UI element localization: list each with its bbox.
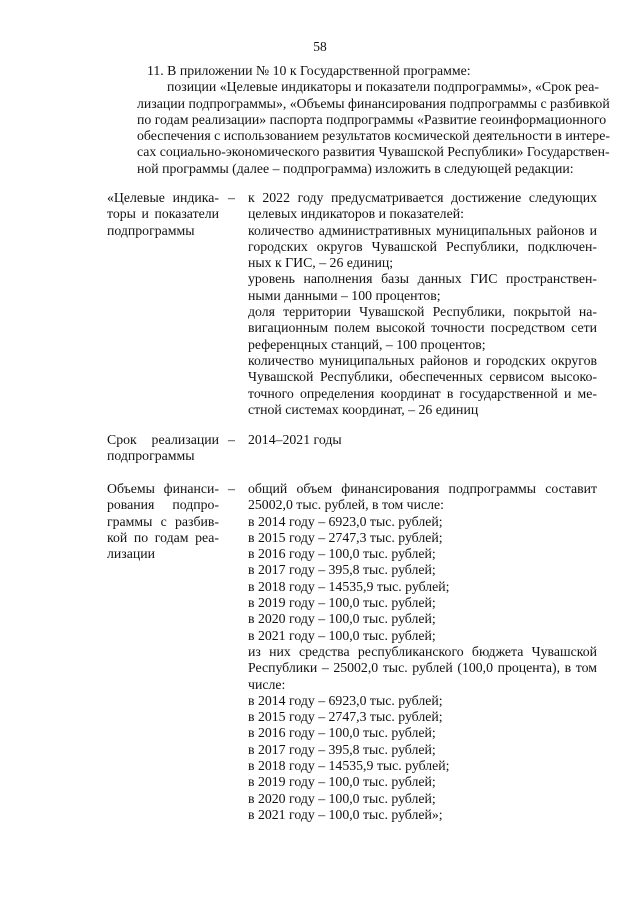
- label-line: Срок реализации: [107, 432, 219, 447]
- content-line: уровень наполнения базы данных ГИС пространствен-: [248, 271, 597, 287]
- content-line: вигационным полем высокой точности посредством сети: [248, 320, 597, 336]
- amendment-line: обеспечения с использованием результатов космической деятельности в интере-: [137, 128, 610, 144]
- amendment-line: лизации подпрограммы», «Объемы финансирования подпрограммы с разбивкой: [137, 95, 610, 111]
- row-label-indicators: [107, 190, 219, 239]
- row-content-term: [248, 432, 597, 448]
- row-dash: –: [228, 190, 235, 205]
- label-line: торы и показатели: [107, 206, 219, 222]
- label-line: рования подпро-: [107, 497, 219, 513]
- content-line: в 2014 году – 6923,0 тыс. рублей;: [248, 513, 443, 529]
- content-line: количество административных муниципальных районов и: [248, 222, 597, 238]
- content-line: в 2020 году – 100,0 тыс. рублей;: [248, 790, 436, 806]
- content-line: городских округов Чувашской Республики, подключен-: [248, 238, 597, 254]
- content-line: из них средства республиканского бюджета Чувашской: [248, 643, 597, 659]
- row-content-funding: [248, 481, 597, 823]
- label-line: кой по годам реа-: [107, 529, 219, 545]
- content-line: в 2016 году – 100,0 тыс. рублей;: [248, 546, 436, 562]
- amendment-line: позиции «Целевые индикаторы и показатели подпрограммы», «Срок реа-: [167, 79, 599, 95]
- content-line: целевых индикаторов и показателей:: [248, 206, 464, 222]
- row-content-indicators: [248, 190, 597, 418]
- content-line: ными данными – 100 процентов;: [248, 287, 441, 303]
- content-line: в 2018 году – 14535,9 тыс. рублей;: [248, 758, 450, 774]
- row-dash: –: [228, 481, 235, 496]
- content-line: Республики – 25002,0 тыс. рублей (100,0 процента), в том: [248, 660, 597, 676]
- amendment-heading: 11. В приложении № 10 к Государственной программе:: [147, 63, 471, 78]
- content-line: к 2022 году предусматривается достижение следующих: [248, 190, 597, 205]
- content-line: в 2015 году – 2747,3 тыс. рублей;: [248, 709, 443, 725]
- intro-block: [107, 63, 610, 177]
- label-line: «Целевые индика-: [107, 190, 219, 205]
- amendment-line: сах социально-экономического развития Чувашской Республики» Государствен-: [137, 144, 610, 160]
- content-line: точного определения координат в государственной и ме-: [248, 385, 597, 401]
- content-line: в 2017 году – 395,8 тыс. рублей;: [248, 741, 436, 757]
- content-line: в 2021 году – 100,0 тыс. рублей;: [248, 627, 436, 643]
- content-line: 2014–2021 годы: [248, 432, 342, 447]
- content-line: в 2018 году – 14535,9 тыс. рублей;: [248, 578, 450, 594]
- row-label-funding: [107, 481, 219, 562]
- label-line: Объемы финанси-: [107, 481, 219, 496]
- content-line: количество муниципальных районов и городских округов: [248, 352, 597, 368]
- content-line: в 2014 году – 6923,0 тыс. рублей;: [248, 692, 443, 708]
- content-line: общий объем финансирования подпрограммы составит: [248, 481, 597, 496]
- content-line: в 2019 году – 100,0 тыс. рублей;: [248, 774, 436, 790]
- content-line: 25002,0 тыс. рублей, в том числе:: [248, 497, 444, 513]
- row-label-term: [107, 432, 219, 465]
- amendment-line: по годам реализации» паспорта подпрограммы «Развитие геоинформационного: [137, 111, 607, 127]
- page-number: 58: [313, 39, 327, 54]
- content-line: в 2017 году – 395,8 тыс. рублей;: [248, 562, 436, 578]
- content-line: в 2021 году – 100,0 тыс. рублей»;: [248, 806, 443, 822]
- content-line: в 2016 году – 100,0 тыс. рублей;: [248, 725, 436, 741]
- content-line: числе:: [248, 676, 286, 692]
- content-line: в 2020 году – 100,0 тыс. рублей;: [248, 611, 436, 627]
- content-line: Чувашской Республики, обеспеченных сервисом высоко-: [248, 369, 597, 385]
- label-line: подпрограммы: [107, 222, 195, 238]
- label-line: лизации: [107, 546, 155, 562]
- content-line: ных к ГИС, – 26 единиц;: [248, 255, 394, 271]
- amendment-line: ной программы (далее – подпрограмма) изложить в следующей редакции:: [137, 160, 574, 176]
- label-line: граммы с разбив-: [107, 513, 219, 529]
- content-line: стной системах координат, – 26 единиц: [248, 401, 479, 417]
- content-line: референцных станций, – 100 процентов;: [248, 336, 486, 352]
- row-dash: –: [228, 432, 235, 447]
- content-line: доля территории Чувашской Республики, покрытой на-: [248, 304, 597, 320]
- label-line: подпрограммы: [107, 448, 195, 464]
- content-line: в 2015 году – 2747,3 тыс. рублей;: [248, 529, 443, 545]
- content-line: в 2019 году – 100,0 тыс. рублей;: [248, 595, 436, 611]
- amendment-text: [107, 79, 610, 177]
